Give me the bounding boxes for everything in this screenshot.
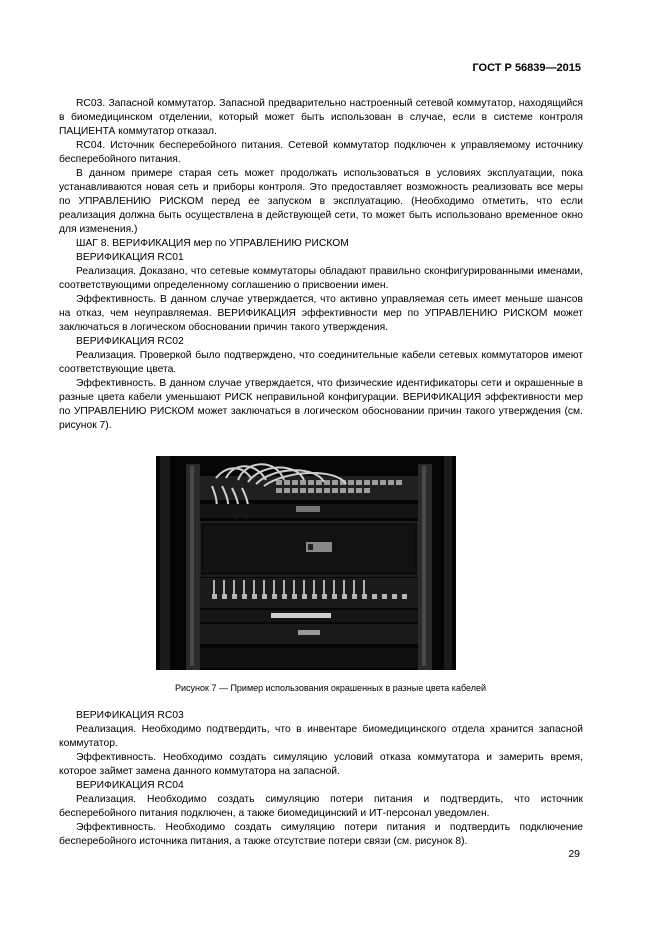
subsection-heading: ВЕРИФИКАЦИЯ RC02 <box>76 336 184 347</box>
paragraph: Эффективность. Необходимо создать симуляцию потери питания и подтвердить подключение бесперебойного источника питания, а также отсутствие потери связи (см. рисунок 8). <box>59 822 583 847</box>
figure-caption: Рисунок 7 — Пример использования окрашенных в разные цвета кабелей <box>175 683 486 693</box>
text-block-top <box>59 97 583 433</box>
text-block-bottom <box>59 709 583 849</box>
document-header: ГОСТ Р 56839—2015 <box>472 62 581 74</box>
paragraph: Реализация. Доказано, что сетевые коммутаторы обладают правильно сконфигурированными именами, соответствующими определенному соглашению о присвоении имен. <box>59 266 583 291</box>
paragraph: Эффективность. Необходимо создать симуляцию условий отказа коммутатора и замерить время, которое займет замена данного коммутатора на запасной. <box>59 752 583 777</box>
paragraph: Эффективность. В данном случае утверждается, что активно управляемая сеть имеет меньше шансов на отказ, чем неуправляемая. ВЕРИФИКАЦИЯ эффективности мер по УПРАВЛЕНИЮ РИСКОМ может заключаться в логическом обосновании причин такого утверждения. <box>59 294 583 333</box>
paragraph: Реализация. Необходимо подтвердить, что в инвентаре биомедицинского отдела хранится запасной коммутатор. <box>59 724 583 749</box>
paragraph: Эффективность. В данном случае утверждается, что физические идентификаторы сети и окрашенные в разные цвета кабели уменьшают РИСК неправильной конфигурации. ВЕРИФИКАЦИЯ эффективности мер по УПРАВЛЕНИЮ РИСКОМ может заключаться в логическом обосновании причин такого утверждения (см. рисунок 7). <box>59 378 583 431</box>
section-heading: ШАГ 8. ВЕРИФИКАЦИЯ мер по УПРАВЛЕНИЮ РИСКОМ <box>76 238 349 249</box>
paragraph: Реализация. Необходимо создать симуляцию потери питания и подтвердить, что источник бесперебойного питания подключен, а также биомедицинский и ИТ-персонал уведомлен. <box>59 794 583 819</box>
rack-photo-illustration <box>156 456 456 670</box>
subsection-heading: ВЕРИФИКАЦИЯ RC01 <box>76 252 184 263</box>
subsection-heading: ВЕРИФИКАЦИЯ RC03 <box>76 710 184 721</box>
subsection-heading: ВЕРИФИКАЦИЯ RC04 <box>76 780 184 791</box>
figure-photo-network-rack <box>156 456 456 670</box>
page-number: 29 <box>568 848 580 860</box>
paragraph: В данном примере старая сеть может продолжать использоваться в условиях эксплуатации, пока устанавливаются новая сеть и приборы контроля. Это предоставляет возможность реализовать все меры по УПРАВЛЕНИЮ РИСКОМ перед ее запуском в эксплуатацию. (Необходимо отметить, что если реализация должна быть осуществлена в действующей сети, то может быть использовано временное окно для изменения.) <box>59 168 583 235</box>
paragraph: RC03. Запасной коммутатор. Запасной предварительно настроенный сетевой коммутатор, находящийся в биомедицинском отделении, который может быть использован в случае, если в системе контроля ПАЦИЕНТА коммутатор отказал. <box>59 98 583 137</box>
paragraph: Реализация. Проверкой было подтверждено, что соединительные кабели сетевых коммутаторов имеют соответствующие цвета. <box>59 350 583 375</box>
paragraph: RC04. Источник бесперебойного питания. Сетевой коммутатор подключен к управляемому источнику бесперебойного питания. <box>59 140 583 165</box>
